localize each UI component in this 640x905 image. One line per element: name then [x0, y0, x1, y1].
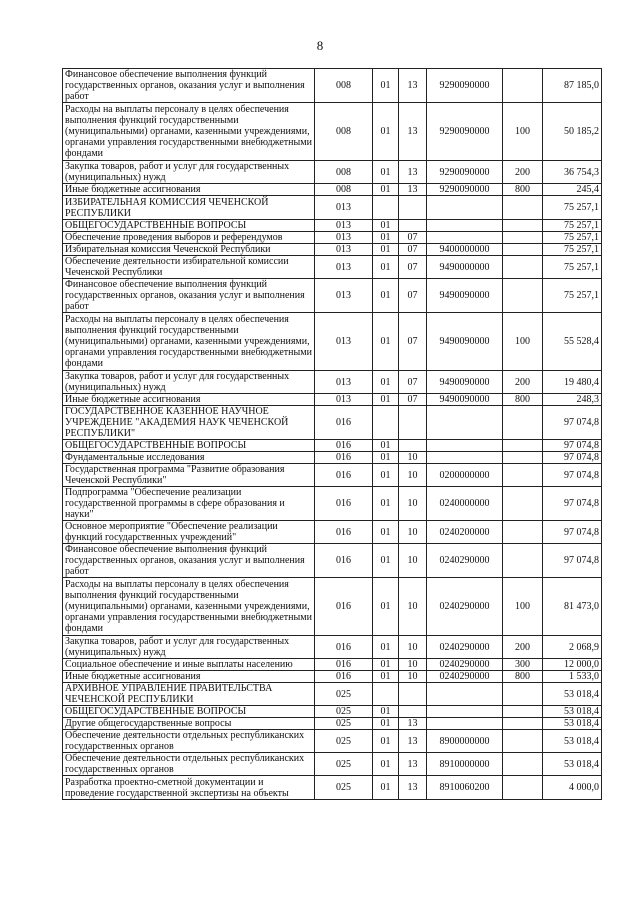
target-article-code: 9490090000 — [427, 313, 503, 371]
expense-type-code — [503, 406, 543, 440]
section-code: 01 — [373, 440, 399, 452]
expense-type-code: 800 — [503, 394, 543, 406]
section-code: 01 — [373, 753, 399, 776]
expense-type-code — [503, 753, 543, 776]
amount: 53 018,4 — [543, 683, 602, 706]
subsection-code: 10 — [399, 487, 427, 521]
ved-code: 016 — [315, 452, 373, 464]
ved-code: 016 — [315, 659, 373, 671]
section-code: 01 — [373, 659, 399, 671]
amount: 97 074,8 — [543, 521, 602, 544]
table-row — [63, 232, 602, 244]
subsection-code: 13 — [399, 730, 427, 753]
ved-code: 016 — [315, 671, 373, 683]
expense-type-code — [503, 244, 543, 256]
section-code: 01 — [373, 776, 399, 800]
ved-code: 025 — [315, 718, 373, 730]
expense-type-code — [503, 521, 543, 544]
table-row — [63, 464, 602, 487]
row-name: Иные бюджетные ассигнования — [63, 394, 315, 406]
subsection-code: 13 — [399, 161, 427, 184]
expense-type-code: 100 — [503, 578, 543, 636]
target-article-code: 8910060200 — [427, 776, 503, 800]
expense-type-code — [503, 256, 543, 279]
subsection-code: 07 — [399, 279, 427, 313]
ved-code: 025 — [315, 776, 373, 800]
table-row — [63, 220, 602, 232]
table-row — [63, 184, 602, 196]
subsection-code: 13 — [399, 184, 427, 196]
ved-code: 016 — [315, 544, 373, 578]
subsection-code: 10 — [399, 578, 427, 636]
subsection-code: 13 — [399, 776, 427, 800]
row-name: ГОСУДАРСТВЕННОЕ КАЗЕННОЕ НАУЧНОЕ УЧРЕЖДЕНИЕ "АКАДЕМИЯ НАУК ЧЕЧЕНСКОЙ РЕСПУБЛИКИ" — [63, 406, 315, 440]
ved-code: 025 — [315, 753, 373, 776]
row-name: Государственная программа "Развитие образования Чеченской Республики" — [63, 464, 315, 487]
table-row — [63, 279, 602, 313]
expense-type-code — [503, 232, 543, 244]
amount: 97 074,8 — [543, 452, 602, 464]
section-code: 01 — [373, 452, 399, 464]
target-article-code: 9490090000 — [427, 279, 503, 313]
amount: 53 018,4 — [543, 730, 602, 753]
subsection-code: 10 — [399, 671, 427, 683]
ved-code: 016 — [315, 440, 373, 452]
ved-code: 016 — [315, 636, 373, 659]
subsection-code: 07 — [399, 313, 427, 371]
table-row — [63, 313, 602, 371]
amount: 75 257,1 — [543, 196, 602, 220]
page-number: 8 — [316, 38, 324, 53]
expense-type-code: 300 — [503, 659, 543, 671]
table-row — [63, 394, 602, 406]
target-article-code — [427, 683, 503, 706]
subsection-code: 07 — [399, 394, 427, 406]
expense-type-code — [503, 464, 543, 487]
expense-type-code: 800 — [503, 671, 543, 683]
table-row — [63, 578, 602, 636]
section-code: 01 — [373, 69, 399, 103]
row-name: Фундаментальные исследования — [63, 452, 315, 464]
ved-code: 008 — [315, 103, 373, 161]
ved-code: 013 — [315, 196, 373, 220]
subsection-code: 07 — [399, 232, 427, 244]
section-code: 01 — [373, 487, 399, 521]
table-row — [63, 636, 602, 659]
table-row — [63, 406, 602, 440]
target-article-code — [427, 406, 503, 440]
section-code: 01 — [373, 636, 399, 659]
section-code: 01 — [373, 464, 399, 487]
target-article-code: 9290090000 — [427, 161, 503, 184]
expense-type-code: 200 — [503, 371, 543, 394]
table-row — [63, 487, 602, 521]
section-code: 01 — [373, 220, 399, 232]
expense-type-code — [503, 69, 543, 103]
row-name: Расходы на выплаты персоналу в целях обеспечения выполнения функций государственными (муниципальными) органами, казенными учреждениями, органами управления государственными внебюджетными фондами — [63, 103, 315, 161]
subsection-code: 13 — [399, 718, 427, 730]
row-name: Закупка товаров, работ и услуг для государственных (муниципальных) нужд — [63, 636, 315, 659]
target-article-code: 9400000000 — [427, 244, 503, 256]
target-article-code: 0240290000 — [427, 578, 503, 636]
table-row — [63, 683, 602, 706]
target-article-code: 0240290000 — [427, 544, 503, 578]
row-name: Закупка товаров, работ и услуг для государственных (муниципальных) нужд — [63, 161, 315, 184]
amount: 4 000,0 — [543, 776, 602, 800]
amount: 53 018,4 — [543, 706, 602, 718]
target-article-code: 9490090000 — [427, 394, 503, 406]
expense-type-code: 100 — [503, 103, 543, 161]
target-article-code — [427, 706, 503, 718]
ved-code: 016 — [315, 406, 373, 440]
expense-type-code — [503, 220, 543, 232]
ved-code: 016 — [315, 464, 373, 487]
amount: 97 074,8 — [543, 544, 602, 578]
row-name: Основное мероприятие "Обеспечение реализации функций государственных учреждений" — [63, 521, 315, 544]
section-code: 01 — [373, 706, 399, 718]
row-name: Избирательная комиссия Чеченской Республики — [63, 244, 315, 256]
table-row — [63, 659, 602, 671]
subsection-code: 10 — [399, 464, 427, 487]
target-article-code — [427, 220, 503, 232]
ved-code: 008 — [315, 184, 373, 196]
row-name: Обеспечение проведения выборов и референдумов — [63, 232, 315, 244]
target-article-code — [427, 718, 503, 730]
amount: 87 185,0 — [543, 69, 602, 103]
expense-type-code — [503, 683, 543, 706]
expense-type-code: 800 — [503, 184, 543, 196]
ved-code: 016 — [315, 521, 373, 544]
expense-type-code: 200 — [503, 636, 543, 659]
budget-table-body — [63, 69, 602, 800]
subsection-code: 10 — [399, 659, 427, 671]
row-name: Закупка товаров, работ и услуг для государственных (муниципальных) нужд — [63, 371, 315, 394]
subsection-code — [399, 220, 427, 232]
amount: 75 257,1 — [543, 220, 602, 232]
subsection-code: 10 — [399, 521, 427, 544]
section-code: 01 — [373, 232, 399, 244]
target-article-code — [427, 196, 503, 220]
table-row — [63, 69, 602, 103]
amount: 1 533,0 — [543, 671, 602, 683]
ved-code: 013 — [315, 313, 373, 371]
ved-code: 025 — [315, 683, 373, 706]
target-article-code: 0240290000 — [427, 659, 503, 671]
table-row — [63, 440, 602, 452]
target-article-code: 9290090000 — [427, 103, 503, 161]
ved-code: 008 — [315, 69, 373, 103]
section-code: 01 — [373, 718, 399, 730]
ved-code: 013 — [315, 279, 373, 313]
target-article-code: 9490090000 — [427, 371, 503, 394]
table-row — [63, 103, 602, 161]
target-article-code: 8900000000 — [427, 730, 503, 753]
row-name: ОБЩЕГОСУДАРСТВЕННЫЕ ВОПРОСЫ — [63, 220, 315, 232]
ved-code: 016 — [315, 578, 373, 636]
table-row — [63, 452, 602, 464]
table-row — [63, 706, 602, 718]
table-row — [63, 196, 602, 220]
ved-code: 013 — [315, 371, 373, 394]
amount: 75 257,1 — [543, 244, 602, 256]
table-row — [63, 718, 602, 730]
table-row — [63, 521, 602, 544]
expense-type-code — [503, 440, 543, 452]
section-code: 01 — [373, 730, 399, 753]
subsection-code — [399, 406, 427, 440]
table-row — [63, 776, 602, 800]
subsection-code — [399, 440, 427, 452]
table-row — [63, 671, 602, 683]
table-row — [63, 371, 602, 394]
subsection-code — [399, 706, 427, 718]
section-code: 01 — [373, 184, 399, 196]
expense-type-code — [503, 776, 543, 800]
subsection-code: 13 — [399, 753, 427, 776]
amount: 75 257,1 — [543, 256, 602, 279]
target-article-code: 0240290000 — [427, 636, 503, 659]
target-article-code — [427, 440, 503, 452]
target-article-code: 9290090000 — [427, 69, 503, 103]
amount: 19 480,4 — [543, 371, 602, 394]
table-row — [63, 161, 602, 184]
row-name: Расходы на выплаты персоналу в целях обеспечения выполнения функций государственными (муниципальными) органами, казенными учреждениями, органами управления государственными внебюджетными фондами — [63, 578, 315, 636]
ved-code: 013 — [315, 394, 373, 406]
section-code: 01 — [373, 544, 399, 578]
section-code: 01 — [373, 244, 399, 256]
expense-type-code — [503, 730, 543, 753]
ved-code: 008 — [315, 161, 373, 184]
ved-code: 016 — [315, 487, 373, 521]
row-name: Социальное обеспечение и иные выплаты населению — [63, 659, 315, 671]
ved-code: 013 — [315, 244, 373, 256]
expense-type-code — [503, 544, 543, 578]
amount: 245,4 — [543, 184, 602, 196]
row-name: Подпрограмма "Обеспечение реализации государственной программы в сфере образования и науки" — [63, 487, 315, 521]
amount: 50 185,2 — [543, 103, 602, 161]
target-article-code: 0200000000 — [427, 464, 503, 487]
target-article-code: 0240000000 — [427, 487, 503, 521]
amount: 12 000,0 — [543, 659, 602, 671]
expense-type-code — [503, 718, 543, 730]
subsection-code: 10 — [399, 636, 427, 659]
row-name: Финансовое обеспечение выполнения функций государственных органов, оказания услуг и выполнения работ — [63, 544, 315, 578]
subsection-code: 10 — [399, 544, 427, 578]
section-code: 01 — [373, 103, 399, 161]
table-row — [63, 244, 602, 256]
expense-type-code — [503, 706, 543, 718]
amount: 55 528,4 — [543, 313, 602, 371]
row-name: Финансовое обеспечение выполнения функций государственных органов, оказания услуг и выполнения работ — [63, 279, 315, 313]
row-name: ОБЩЕГОСУДАРСТВЕННЫЕ ВОПРОСЫ — [63, 706, 315, 718]
amount: 75 257,1 — [543, 279, 602, 313]
ved-code: 013 — [315, 220, 373, 232]
row-name: Иные бюджетные ассигнования — [63, 671, 315, 683]
amount: 75 257,1 — [543, 232, 602, 244]
ved-code: 025 — [315, 730, 373, 753]
expense-type-code: 200 — [503, 161, 543, 184]
amount: 97 074,8 — [543, 487, 602, 521]
section-code — [373, 196, 399, 220]
row-name: Обеспечение деятельности отдельных республиканских государственных органов — [63, 730, 315, 753]
row-name: Обеспечение деятельности избирательной комиссии Чеченской Республики — [63, 256, 315, 279]
row-name: Другие общегосударственные вопросы — [63, 718, 315, 730]
subsection-code — [399, 196, 427, 220]
table-row — [63, 730, 602, 753]
subsection-code: 10 — [399, 452, 427, 464]
target-article-code: 8910000000 — [427, 753, 503, 776]
ved-code: 013 — [315, 232, 373, 244]
subsection-code: 07 — [399, 244, 427, 256]
table-row — [63, 753, 602, 776]
expense-type-code — [503, 279, 543, 313]
section-code — [373, 683, 399, 706]
amount: 97 074,8 — [543, 440, 602, 452]
section-code: 01 — [373, 371, 399, 394]
ved-code: 025 — [315, 706, 373, 718]
target-article-code: 9290090000 — [427, 184, 503, 196]
subsection-code: 07 — [399, 371, 427, 394]
row-name: Разработка проектно-сметной документации и проведение государственной экспертизы на объекты — [63, 776, 315, 800]
target-article-code — [427, 232, 503, 244]
target-article-code: 0240200000 — [427, 521, 503, 544]
expense-type-code — [503, 196, 543, 220]
section-code: 01 — [373, 161, 399, 184]
section-code: 01 — [373, 256, 399, 279]
row-name: ИЗБИРАТЕЛЬНАЯ КОМИССИЯ ЧЕЧЕНСКОЙ РЕСПУБЛИКИ — [63, 196, 315, 220]
section-code — [373, 406, 399, 440]
target-article-code — [427, 452, 503, 464]
expense-type-code — [503, 452, 543, 464]
amount: 81 473,0 — [543, 578, 602, 636]
row-name: Финансовое обеспечение выполнения функций государственных органов, оказания услуг и выполнения работ — [63, 69, 315, 103]
subsection-code: 13 — [399, 69, 427, 103]
ved-code: 013 — [315, 256, 373, 279]
table-row — [63, 256, 602, 279]
subsection-code: 13 — [399, 103, 427, 161]
expense-type-code: 100 — [503, 313, 543, 371]
target-article-code: 0240290000 — [427, 671, 503, 683]
expense-type-code — [503, 487, 543, 521]
row-name: Обеспечение деятельности отдельных республиканских государственных органов — [63, 753, 315, 776]
table-row — [63, 544, 602, 578]
amount: 36 754,3 — [543, 161, 602, 184]
section-code: 01 — [373, 394, 399, 406]
amount: 53 018,4 — [543, 718, 602, 730]
section-code: 01 — [373, 521, 399, 544]
section-code: 01 — [373, 313, 399, 371]
row-name: ОБЩЕГОСУДАРСТВЕННЫЕ ВОПРОСЫ — [63, 440, 315, 452]
row-name: Расходы на выплаты персоналу в целях обеспечения выполнения функций государственными (муниципальными) органами, казенными учреждениями, органами управления государственными внебюджетными фондами — [63, 313, 315, 371]
section-code: 01 — [373, 578, 399, 636]
budget-table — [62, 68, 602, 800]
amount: 97 074,8 — [543, 464, 602, 487]
section-code: 01 — [373, 671, 399, 683]
amount: 248,3 — [543, 394, 602, 406]
amount: 97 074,8 — [543, 406, 602, 440]
amount: 2 068,9 — [543, 636, 602, 659]
amount: 53 018,4 — [543, 753, 602, 776]
subsection-code: 07 — [399, 256, 427, 279]
section-code: 01 — [373, 279, 399, 313]
target-article-code: 9490000000 — [427, 256, 503, 279]
subsection-code — [399, 683, 427, 706]
row-name: Иные бюджетные ассигнования — [63, 184, 315, 196]
row-name: АРХИВНОЕ УПРАВЛЕНИЕ ПРАВИТЕЛЬСТВА ЧЕЧЕНСКОЙ РЕСПУБЛИКИ — [63, 683, 315, 706]
